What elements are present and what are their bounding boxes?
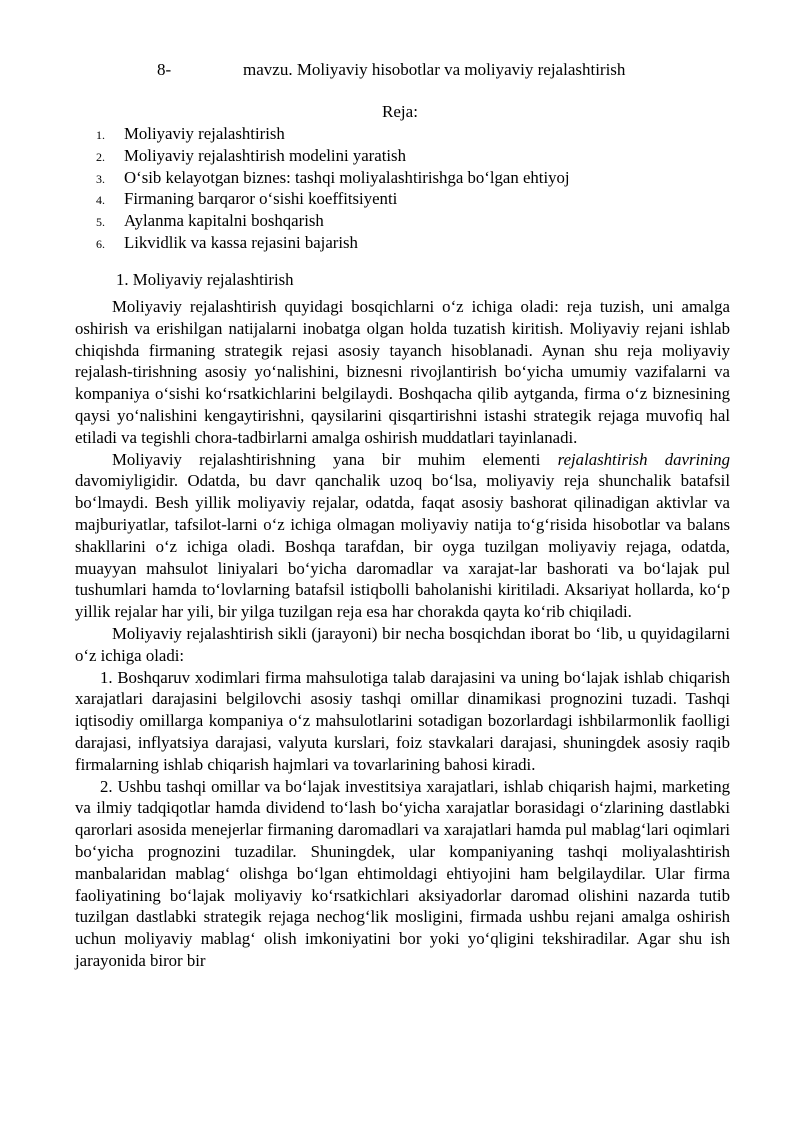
topic-title-text: mavzu. Moliyaviy hisobotlar va moliyaviy rejalashtirish [243,60,626,79]
plan-item-number: 6. [96,236,105,251]
paragraph: Moliyaviy rejalashtirish quyidagi bosqichlarni o‘z ichiga oladi: reja tuzish, uni amalga oshirish va erishilgan natijalarni inobatga olgan holda tuzatish kiritish. Moliyaviy rejani ishlab chiqishda firmaning strategik rejasi asosiy tayanch hisoblanadi. Aynan shu reja moliyaviy rejalash-tirishning asosiy yo‘nalishini, biznesni rivojlantirish bo‘yicha umumiy vazifalarni va kompaniya o‘sishi ko‘rsatkichlarini belgilaydi. Boshqacha qilib aytganda, firma o‘z biznesining qaysi yo‘nalishini kengaytirishni, qaysilarini qisqartirishni istashi strategik rejaga muvofiq hal etiladi va tegishli chora-tadbirlarni amalga oshirish muddatlari tayinlanadi. [75,297,730,447]
plan-list [96,123,716,254]
plan-item-text: Aylanma kapitalni boshqarish [124,211,324,231]
paragraph: 2. Ushbu tashqi omillar va bo‘lajak investitsiya xarajatlari, ishlab chiqarish hajmi, marketing va ilmiy tadqiqotlar hamda dividend to‘lash bo‘yicha xarajatlar borasidagi o‘zlarining dastlabki qarorlari asosida menejerlar firmaning daromadlari va xarajatlari hamda pul mablag‘lari oqimlari bo‘yicha prognozini tuzadilar. Shuningdek, ular kompaniyaning tashqi moliyalashtirish manbalaridan mablag‘ olishga bo‘lgan ehtimoldagi ehtiyojini ham belgilaydilar. Ular firma faoliyatining bo‘lajak moliyaviy ko‘rsatkichlari aksiyadorlar daromad olishini nazarda tutib tuzilgan dastlabki strategik rejaga nechog‘lik mosligini, firmada ushbu rejani amalga oshirish uchun moliyaviy mablag‘ olish imkoniyatini bor yoki yo‘qligini tekshiradilar. Agar shu ish jarayonida biror bir [75,776,730,970]
plan-item-text: Likvidlik va kassa rejasini bajarish [124,232,358,252]
plan-item-number: 3. [96,171,105,186]
plan-item-text: O‘sib kelayotgan biznes: tashqi moliyalashtirishga bo‘lgan ehtiyoj [124,167,570,187]
plan-item-text: Moliyaviy rejalashtirish modelini yaratish [124,145,406,165]
plan-item-text: Firmaning barqaror o‘sishi koeffitsiyenti [124,189,398,209]
plan-item [96,232,716,254]
paragraph-text: Moliyaviy rejalashtirishning yana bir muhim elementi [112,449,558,469]
body-text [75,296,730,972]
plan-item-number: 4. [96,193,105,208]
plan-item [96,188,716,210]
plan-item [96,210,716,232]
topic-number: 8- [157,60,172,79]
section-heading: 1. Moliyaviy rejalashtirish [116,270,294,289]
paragraph [75,449,730,623]
plan-item-number: 5. [96,215,105,230]
plan-item [96,167,716,189]
plan-item [96,123,716,145]
italic-term: rejalashtirish davrining [557,449,730,469]
plan-item-number: 1. [96,128,105,142]
plan-heading: Reja: [382,102,418,121]
plan-item-number: 2. [96,149,105,164]
topic-title [0,60,800,84]
paragraph: Moliyaviy rejalashtirish sikli (jarayoni) bir necha bosqichdan iborat bo ‘lib, u quyidagilarni o‘z ichiga oladi: [75,623,730,665]
paragraph: 1. Boshqaruv xodimlari firma mahsulotiga talab darajasini va uning bo‘lajak ishlab chiqarish xarajatlari darajasini belgilovchi asosiy tashqi omillar dinamikasi prognozini tuzadi. Tashqi iqtisodiy omillarga kompaniya o‘z mahsulotlarini sotadigan bozorlardagi ishbilarmonlik faolligi darajasi, inflyatsiya darajasi, valyuta kurslari, foiz stavkalari darajasi, shuningdek asosiy raqib firmalarning ishlab chiqarish hajmlari va tovarlarining bahosi kiradi. [75,667,730,774]
plan-item-text: Moliyaviy rejalashtirish [124,124,285,143]
plan-item [96,145,716,167]
paragraph-text: davomiyligidir. Odatda, bu davr qanchalik uzoq bo‘lsa, moliyaviy reja shunchalik batafsil bo‘lmaydi. Besh yillik moliyaviy rejalar, odatda, faqat asosiy bashorat qilinadigan aktivlar va majburiyatlar, tafsilot-larni o‘z ichiga olmagan moliyaviy natija to‘g‘risida hisobotlar va balans shakllarini o‘z ichiga oladi. Boshqa tarafdan, bir oyga tuzilgan moliyaviy rejaga, odatda, muayyan mahsulot liniyalari bo‘yicha daromadlar va xarajat-lar bashorati va bo‘lajak pul tushumlari hamda to‘lovlarning batafsil istiqbolli baholanishi kiritiladi. Aksariyat hollarda, ko‘p yillik rejalar har yili, bir yilga tuzilgan reja esa har chorakda qayta ko‘rib chiqiladi. [75,471,730,622]
